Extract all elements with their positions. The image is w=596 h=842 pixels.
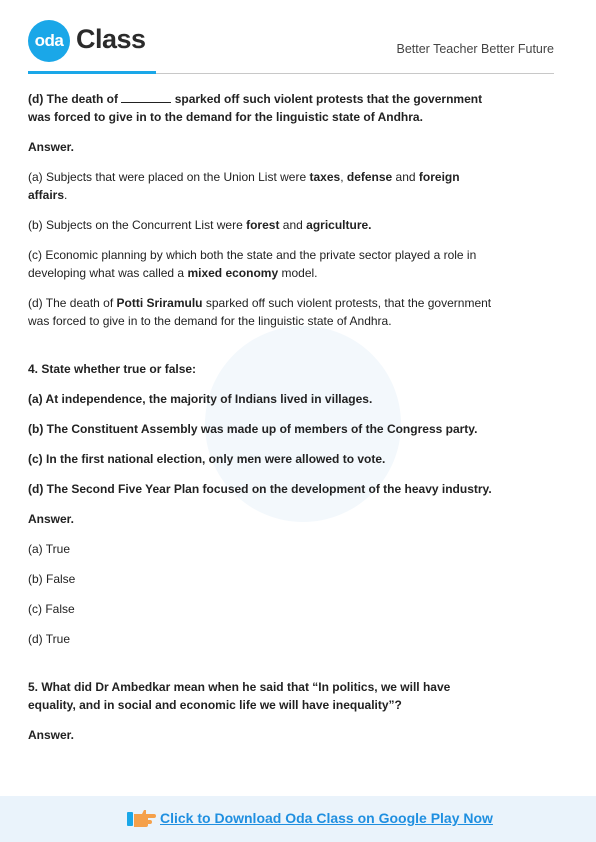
footer-banner <box>0 796 596 842</box>
pointing-hand-icon <box>126 806 156 830</box>
question-4-title: 4. State whether true or false: <box>28 362 197 376</box>
tagline: Better Teacher Better Future <box>396 42 554 56</box>
answer-4b: (b) False <box>28 572 76 586</box>
answer-3c: (c) Economic planning by which both the state and the private sector played a role in developing what was called a mixed economy model. <box>28 248 477 280</box>
download-link[interactable]: Click to Download Oda Class on Google Play Now <box>160 810 493 826</box>
answer-3b: (b) Subjects on the Concurrent List were forest and agriculture. <box>28 218 372 232</box>
answer-3d: (d) The death of Potti Sriramulu sparked off such violent protests, that the government was forced to give in to the demand for the linguistic state of Andhra. <box>28 296 492 328</box>
fill-blank <box>121 92 171 103</box>
answer-3a: (a) Subjects that were placed on the Union List were taxes, defense and foreign affairs. <box>28 170 460 202</box>
header-accent-bar <box>28 71 156 74</box>
answer-4a: (a) True <box>28 542 71 556</box>
document-body <box>28 90 498 744</box>
answer-4d: (d) True <box>28 632 71 646</box>
answer-4c: (c) False <box>28 602 75 616</box>
question-4a: (a) At independence, the majority of Indians lived in villages. <box>28 392 373 406</box>
question-4d: (d) The Second Five Year Plan focused on the development of the heavy industry. <box>28 482 492 496</box>
answer-label: Answer. <box>28 728 75 742</box>
question-5-title: 5. What did Dr Ambedkar mean when he said that “In politics, we will have equality, and in social and economic life we will have inequality”? <box>28 680 451 712</box>
answer-label: Answer. <box>28 140 75 154</box>
question-4b: (b) The Constituent Assembly was made up of members of the Congress party. <box>28 422 478 436</box>
oda-logo-mark: oda <box>28 20 70 62</box>
question-4c: (c) In the first national election, only men were allowed to vote. <box>28 452 386 466</box>
question-3d: (d) The death of sparked off such violent protests that the government was forced to give in to the demand for the linguistic state of Andhra. <box>28 92 483 124</box>
logo-wordmark: Class <box>76 24 146 54</box>
page-header <box>28 18 554 76</box>
answer-label: Answer. <box>28 512 75 526</box>
download-cta[interactable] <box>126 806 493 830</box>
